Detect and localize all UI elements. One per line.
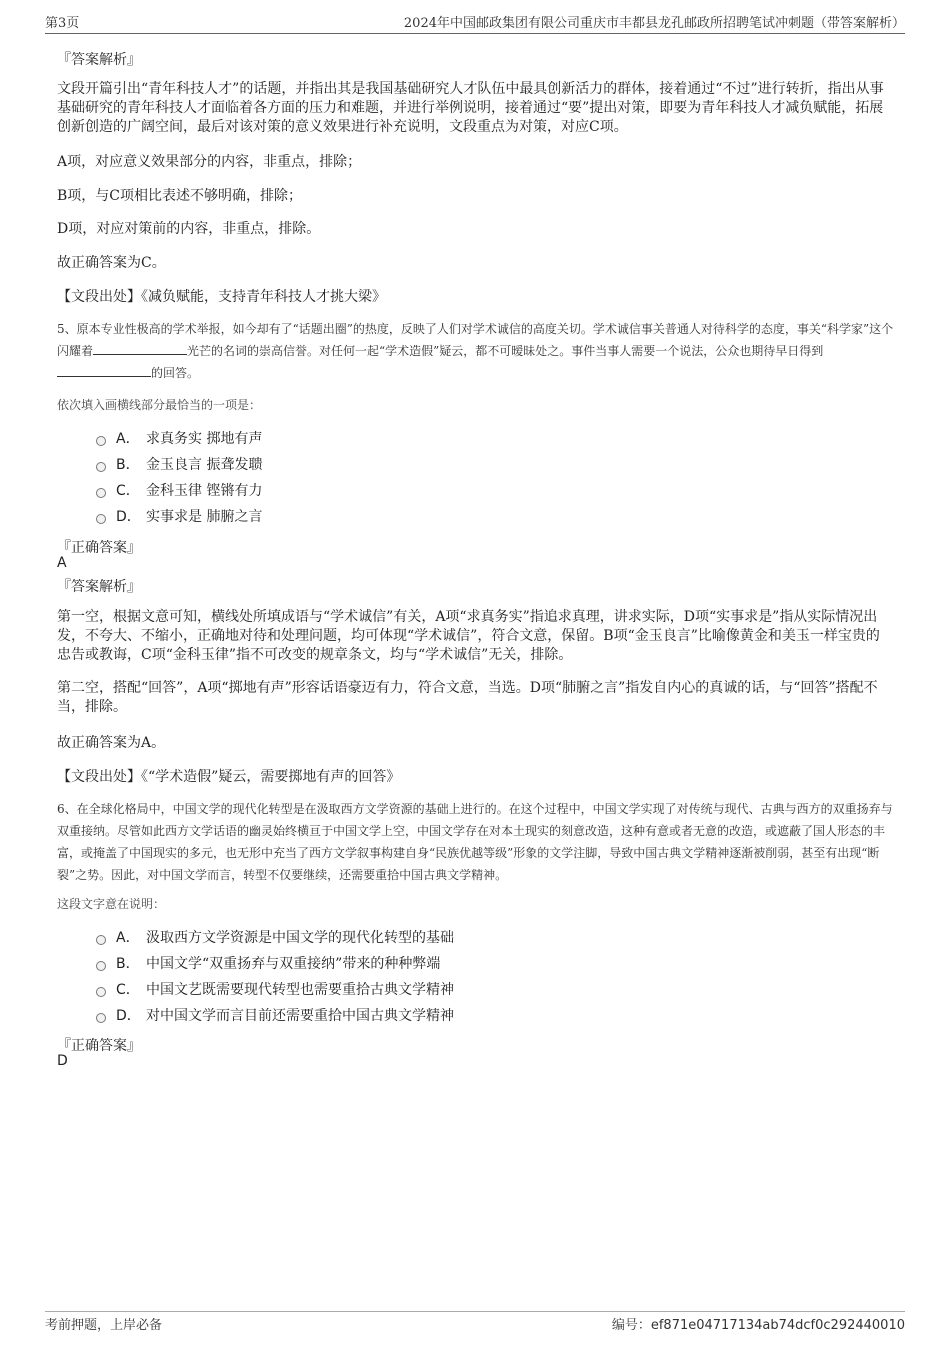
radio-icon[interactable] <box>96 987 106 997</box>
radio-icon[interactable] <box>96 436 106 446</box>
q5-option-d[interactable]: D． 实事求是 肺腑之言 <box>96 507 262 527</box>
q6-correct-label: 『正确答案』 <box>57 1038 141 1054</box>
radio-icon[interactable] <box>96 1013 106 1023</box>
q6-option-d[interactable]: D． 对中国文学而言目前还需要重拾中国古典文学精神 <box>96 1006 454 1026</box>
radio-icon[interactable] <box>96 462 106 472</box>
q4-analysis-line: D项，对应对策前的内容，非重点，排除。 <box>57 221 321 237</box>
answer-blank <box>93 342 187 355</box>
q6-option-c[interactable]: C． 中国文艺既需要现代转型也需要重拾古典文学精神 <box>96 980 454 1000</box>
q4-analysis-line: B项，与C项相比表述不够明确，排除； <box>57 188 302 204</box>
q4-analysis-label: 『答案解析』 <box>57 52 141 68</box>
footer-divider <box>45 1311 905 1312</box>
q5-analysis-paragraph: 第一空，根据文意可知，横线处所填成语与“学术诚信”有关，A项“求真务实”指追求真理，讲求实际，D项“实事求是”指从实际情况出发，不夸大、不缩小，正确地对待和处理问题，均可体现“学术诚信”，符合文意，保留。B项“金玉良言”比喻像黄金和美玉一样宝贵的忠告或教诲，C项“金科玉律”指不可改变的规章条文，均与“学术诚信”无关，排除。 <box>57 609 880 663</box>
q6-question-text: 6、在全球化格局中，中国文学的现代化转型是在汲取西方文学资源的基础上进行的。在这个过程中，中国文学实现了对传统与现代、古典与西方的双重扬弃与双重接纳。尽管如此西方文学话语的幽灵始终横亘于中国文学上空，中国文学存在对本土现实的刻意改造，这种有意或者无意的改造，或遮蔽了国人形态的丰富，或掩盖了中国现实的多元，也无形中充当了西方文学叙事构建自身“民族优越等级”形象的文学注脚，导致中国古典文学精神逐渐被削弱，甚至有出现“断裂”之势。因此，对中国文学而言，转型不仅要继续，还需要重拾中国古典文学精神。 <box>57 802 893 882</box>
document-title: 2024年中国邮政集团有限公司重庆市丰都县龙孔邮政所招聘笔试冲刺题（带答案解析） <box>403 16 905 31</box>
q5-option-b[interactable]: B． 金玉良言 振聋发聩 <box>96 455 262 475</box>
footer-slogan: 考前押题，上岸必备 <box>45 1318 163 1333</box>
q4-source: 【文段出处】《减负赋能，支持青年科技人才挑大梁》 <box>57 289 386 305</box>
q6-prompt: 这段文字意在说明： <box>57 897 166 911</box>
footer-doc-id: 编号：ef871e04717134ab74dcf0c292440010 <box>611 1318 905 1333</box>
q5-analysis-label: 『答案解析』 <box>57 579 141 595</box>
q5-question-text: 5、原本专业性极高的学术举报，如今却有了“话题出圈”的热度，反映了人们对学术诚信的高度关切。学术诚信事关普通人对待科学的态度，事关“科学家”这个闪耀着 光芒的名词的崇高信誉。对任何一起“学术造假”疑云，都不可暧昧处之。事件当事人需要一个说法，公众也期待早日得到的回答。 <box>57 322 894 380</box>
radio-icon[interactable] <box>96 961 106 971</box>
radio-icon[interactable] <box>96 488 106 498</box>
q6-option-b[interactable]: B． 中国文学“双重扬弃与双重接纳”带来的种种弊端 <box>96 954 440 974</box>
q5-option-a[interactable]: A． 求真务实 掷地有声 <box>96 429 262 449</box>
q4-analysis-paragraph: 文段开篇引出“青年科技人才”的话题，并指出其是我国基础研究人才队伍中最具创新活力的群体，接着通过“不过”进行转折，指出从事基础研究的青年科技人才面临着各方面的压力和难题，并进行举例说明，接着通过“要”提出对策，即要为青年科技人才减负赋能，拓展创新创造的广阔空间，最后对该对策的意义效果进行补充说明，文段重点为对策，对应C项。 <box>57 81 884 135</box>
q5-prompt: 依次填入画横线部分最恰当的一项是： <box>57 398 262 412</box>
q5-source: 【文段出处】《“学术造假”疑云，需要掷地有声的回答》 <box>57 769 401 785</box>
page-number: 第3页 <box>45 16 80 31</box>
header-divider <box>45 33 905 34</box>
q5-correct-answer: A <box>57 555 67 571</box>
q6-option-a[interactable]: A． 汲取西方文学资源是中国文学的现代化转型的基础 <box>96 928 454 948</box>
q5-analysis-paragraph: 第二空，搭配“回答”，A项“掷地有声”形容话语豪迈有力，符合文意，当选。D项“肺腑之言”指发自内心的真诚的话，与“回答”搭配不当，排除。 <box>57 680 878 715</box>
q5-conclusion: 故正确答案为A。 <box>57 735 166 751</box>
answer-blank <box>57 364 151 377</box>
radio-icon[interactable] <box>96 935 106 945</box>
q4-conclusion: 故正确答案为C。 <box>57 255 166 271</box>
q5-correct-label: 『正确答案』 <box>57 540 141 556</box>
q6-correct-answer: D <box>57 1053 68 1069</box>
q5-option-c[interactable]: C． 金科玉律 铿锵有力 <box>96 481 262 501</box>
q4-analysis-line: A项，对应意义效果部分的内容，非重点，排除； <box>57 154 362 170</box>
radio-icon[interactable] <box>96 514 106 524</box>
